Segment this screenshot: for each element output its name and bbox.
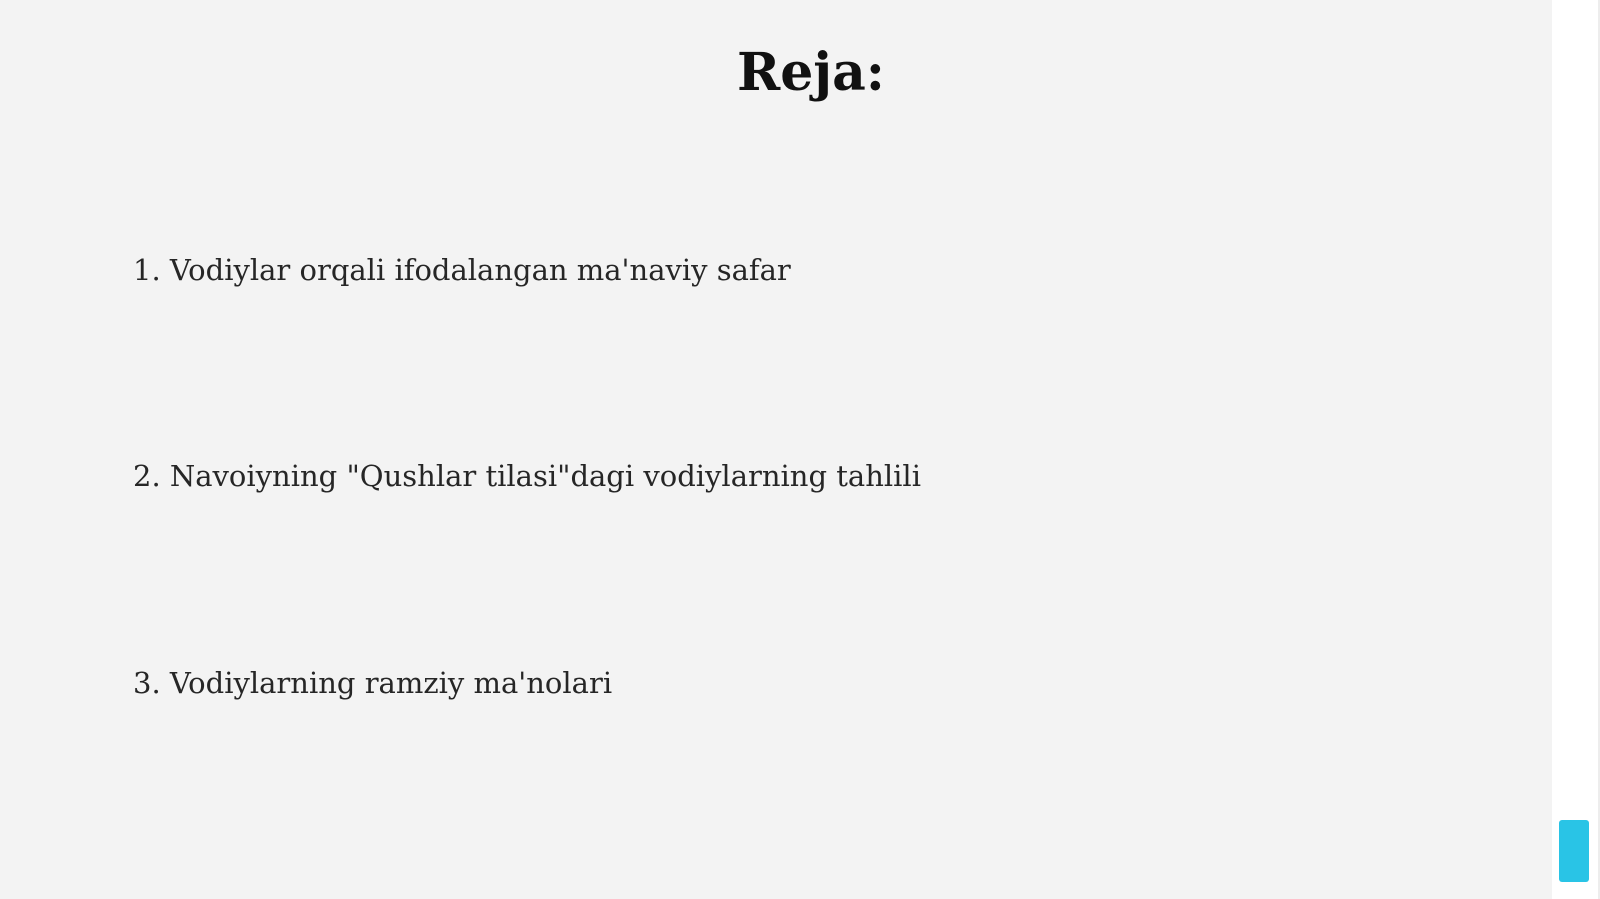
plan-item-2: 2. Navoiyning "Qushlar tilasi"dagi vodiylarning tahlili [133, 459, 921, 493]
vertical-scrollbar-thumb[interactable] [1559, 820, 1589, 882]
plan-item-3: 3. Vodiylarning ramziy ma'nolari [133, 666, 613, 700]
plan-item-1: 1. Vodiylar orqali ifodalangan ma'naviy safar [133, 253, 791, 287]
vertical-scrollbar-track[interactable] [1552, 0, 1600, 899]
slide-title: Reja: [736, 42, 885, 103]
